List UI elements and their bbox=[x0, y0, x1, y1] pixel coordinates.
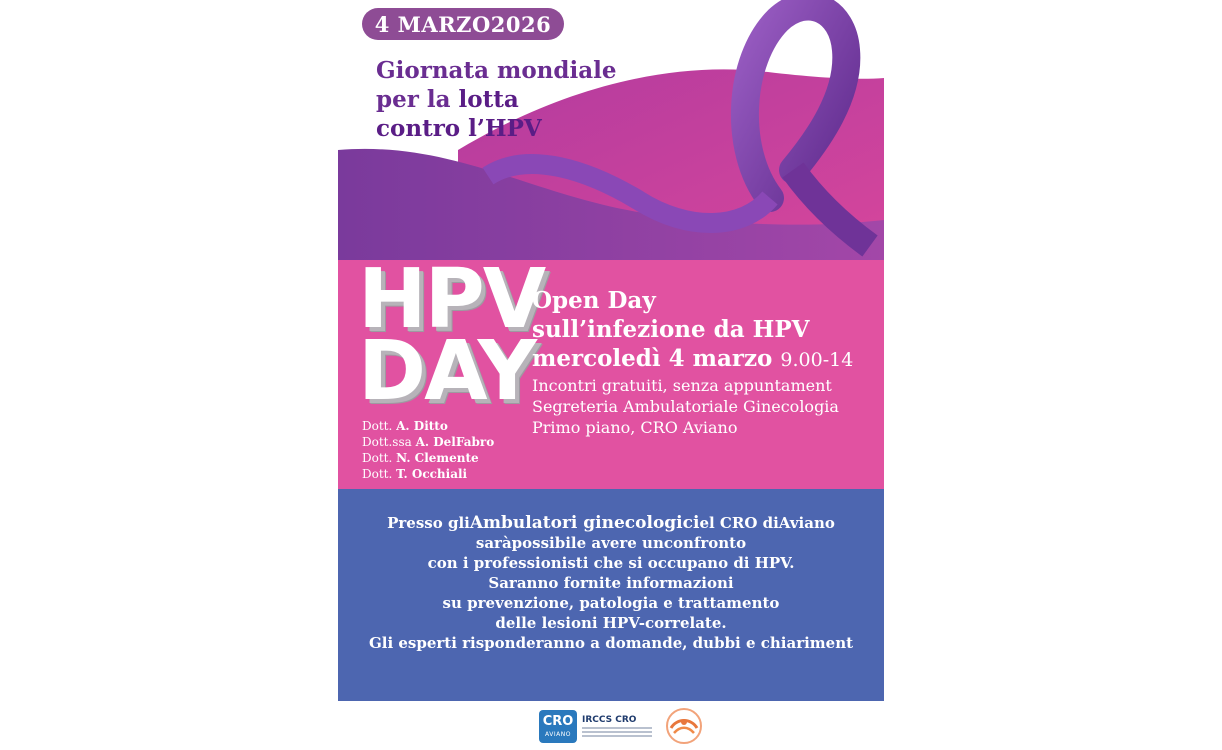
event-info-line: Primo piano, CRO Aviano bbox=[532, 418, 738, 437]
poster-header bbox=[338, 0, 884, 260]
association-logo-icon bbox=[662, 706, 706, 746]
description-line: con i professionisti che si occupano di HPV. bbox=[427, 554, 795, 572]
poster-headline bbox=[376, 56, 676, 143]
description-line: saràpossibile avere unconfronto bbox=[475, 534, 747, 552]
event-title-line-1: Open Day bbox=[532, 287, 656, 314]
description-section bbox=[338, 489, 884, 701]
event-band bbox=[338, 260, 884, 489]
doctor-item: Dott. N. Clemente bbox=[362, 451, 479, 465]
headline-line-3: contro l’HPV bbox=[376, 115, 542, 142]
doctor-item: Dott. A. Ditto bbox=[362, 419, 448, 433]
event-info-line: Segreteria Ambulatoriale Ginecologia bbox=[532, 397, 839, 416]
irccs-subtitle-lines bbox=[582, 727, 652, 739]
description-line: Presso gliAmbulatori ginecologiciel CRO diAviano bbox=[387, 513, 835, 533]
doctor-item: Dott.ssa A. DelFabro bbox=[362, 435, 495, 449]
event-info-line: Incontri gratuiti, senza appuntament bbox=[532, 376, 832, 395]
poster bbox=[338, 0, 884, 750]
hpv-word: HPV bbox=[358, 260, 545, 347]
event-time: 9.00-14 bbox=[780, 349, 854, 371]
description-line: su prevenzione, patologia e trattamento bbox=[442, 594, 780, 612]
date-badge: 4 MARZO2026 bbox=[362, 8, 564, 40]
cro-aviano-logo: CRO AVIANO bbox=[539, 710, 577, 743]
doctor-item: Dott. T. Occhiali bbox=[362, 467, 468, 481]
headline-line-2: per la lotta bbox=[376, 86, 519, 113]
description-line: Saranno fornite informazioni bbox=[488, 574, 734, 592]
doctors-list bbox=[362, 418, 494, 482]
description-line: delle lesioni HPV-correlate. bbox=[495, 614, 727, 632]
description-text bbox=[338, 513, 884, 653]
day-word: DAY bbox=[358, 324, 536, 419]
event-date-line: mercoledì 4 marzo 9.00-14 bbox=[532, 345, 854, 372]
hpv-day-title bbox=[358, 260, 545, 419]
event-details bbox=[532, 286, 853, 438]
event-title-line-2: sull’infezione da HPV bbox=[532, 316, 810, 343]
irccs-label: IRCCS CRO bbox=[582, 715, 637, 725]
logos-footer bbox=[338, 701, 884, 750]
headline-line-1: Giornata mondiale bbox=[376, 57, 617, 84]
description-line: Gli esperti risponderanno a domande, dubbi e chiariment bbox=[368, 634, 854, 652]
